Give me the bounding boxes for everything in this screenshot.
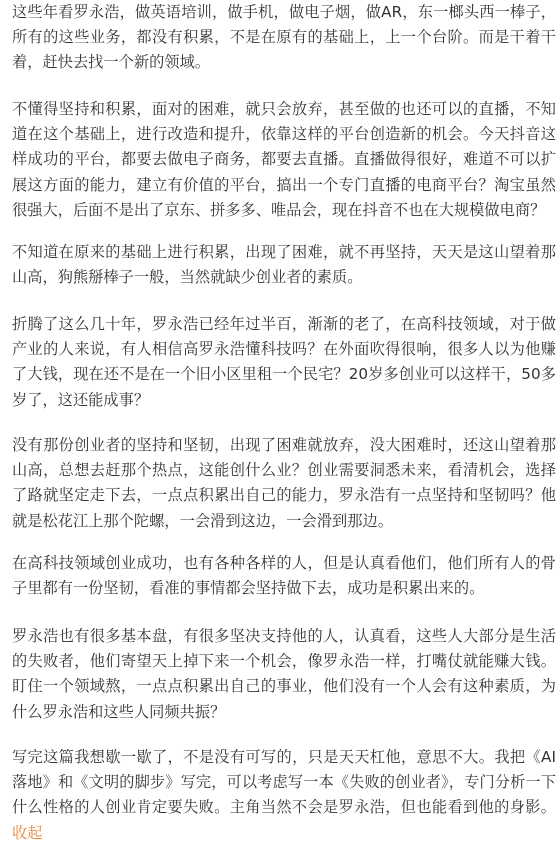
article-paragraph-8-text: 写完这篇我想歇一歇了，不是没有可写的，只是天天杠他，意思不大。我把《AI落地》和《文明的脚步》写完，可以考虑写一本《失败的创业者》，专门分析一下什么性格的人创业肯定要失败。主角当然不会是罗永浩，但也能看到他的身影。 xyxy=(12,748,556,817)
article-paragraph-1: 这些年看罗永浩，做英语培训，做手机，做电子烟，做AR，东一榔头西一棒子，所有的这些业务，都没有积累，不是在原有的基础上，上一个台阶。而是干着干着，赶快去找一个新的领域。 xyxy=(12,3,556,72)
article-paragraph-7: 罗永浩也有很多基本盘，有很多坚决支持他的人，认真看，这些人大部分是生活的失败者，他们寄望天上掉下来一个机会，像罗永浩一样，打嘴仗就能赚大钱。盯住一个领域熬，一点点积累出自己的事业，他们没有一个人会有这种素质，为什么罗永浩和这些人同频共振？ xyxy=(12,627,556,721)
article-paragraph-5: 没有那份创业者的坚持和坚韧，出现了困难就放弃，没大困难时，还这山望着那山高，总想去赶那个热点，这能创什么业？创业需要洞悉未来，看清机会，选择了路就坚定走下去，一点点积累出自己的能力，罗永浩有一点坚持和坚韧吗？他就是松花江上那个陀螺，一会滑到这边，一会滑到那边。 xyxy=(12,436,556,530)
collapse-link[interactable]: 收起 xyxy=(12,823,43,842)
article-paragraph-8 xyxy=(12,745,556,846)
article-paragraph-2: 不懂得坚持和积累，面对的困难，就只会放弃，甚至做的也还可以的直播，不知道在这个基础上，进行改造和提升，依靠这样的平台创造新的机会。今天抖音这样成功的平台，都要去做电子商务，都要去直播。直播做得很好，难道不可以扩展这方面的能力，建立有价值的平台，搞出一个专门直播的电商平台？淘宝虽然很强大，后面不是出了京东、拼多多、唯品会，现在抖音不也在大规模做电商？ xyxy=(12,100,556,219)
article-paragraph-6: 在高科技领域创业成功，也有各种各样的人，但是认真看他们，他们所有人的骨子里都有一份坚韧，看准的事情都会坚持做下去，成功是积累出来的。 xyxy=(12,554,556,598)
article-paragraph-4: 折腾了这么几十年，罗永浩已经年过半百，渐渐的老了，在高科技领域，对于做产业的人来说，有人相信高罗永浩懂科技吗？在外面吹得很响，很多人以为他赚了大钱，现在还不是在一个旧小区里租一个民宅？20岁多创业可以这样干，50多岁了，这还能成事？ xyxy=(12,315,556,409)
article-paragraph-3: 不知道在原来的基础上进行积累，出现了困难，就不再坚持，天天是这山望着那山高，狗熊掰棒子一般，当然就缺少创业者的素质。 xyxy=(12,243,556,287)
